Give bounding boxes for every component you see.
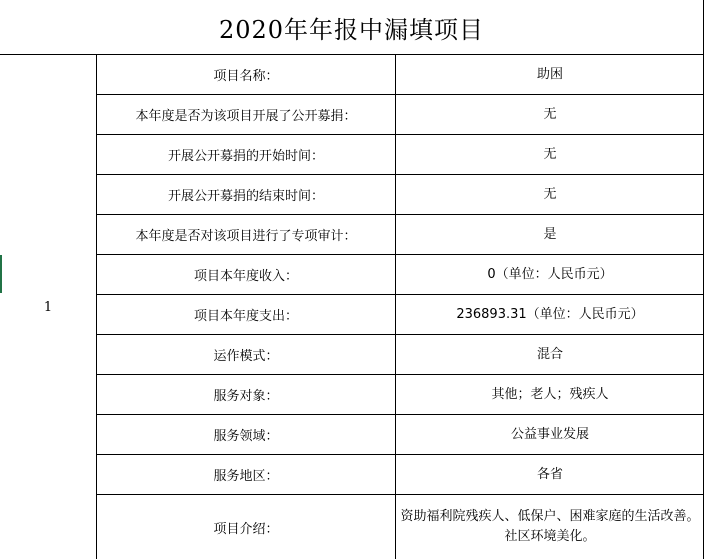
field-label[interactable]: 本年度是否为该项目开展了公开募捐： [97,95,396,134]
field-value[interactable]: 无 [543,186,557,202]
field-value[interactable]: 无 [543,106,557,122]
table-row [97,455,704,495]
field-label[interactable]: 开展公开募捐的结束时间： [97,175,396,214]
row-index-number: 1 [43,299,53,315]
field-value[interactable]: 混合 [536,346,563,362]
table-row [97,215,704,255]
field-value[interactable]: 是 [543,226,557,242]
field-value[interactable]: 助困 [536,66,563,82]
field-value[interactable]: 资助福利院残疾人、低保户、困难家庭的生活改善。社区环境美化。 [400,509,700,544]
table-row [97,175,704,215]
table-row [97,55,704,95]
field-label[interactable]: 服务对象： [97,375,396,414]
table-row [97,255,704,295]
table-row [97,495,704,559]
field-value[interactable]: 236893.31（单位：人民币元） [456,306,644,322]
table-row [97,415,704,455]
field-label[interactable]: 服务地区： [97,455,396,494]
table-row [97,295,704,335]
table-row [97,335,704,375]
page-title: 2020年年报中漏填项目 [0,0,703,55]
row-index-cell[interactable] [0,55,97,559]
field-label[interactable]: 本年度是否对该项目进行了专项审计： [97,215,396,254]
field-label[interactable]: 项目名称： [97,55,396,94]
project-details-table [97,55,704,559]
field-value[interactable]: 无 [543,146,557,162]
field-label[interactable]: 开展公开募捐的开始时间： [97,135,396,174]
field-label[interactable]: 服务领域： [97,415,396,454]
selection-marker [0,255,2,293]
field-value[interactable]: 各省 [536,466,563,482]
field-label[interactable]: 运作模式： [97,335,396,374]
field-label[interactable]: 项目本年度支出： [97,295,396,334]
field-value[interactable]: 公益事业发展 [510,426,589,442]
table-row [97,135,704,175]
field-value[interactable]: 其他；老人；残疾人 [491,386,609,402]
table-row [97,95,704,135]
field-label[interactable]: 项目介绍： [97,495,396,559]
field-value[interactable]: 0（单位：人民币元） [487,266,613,282]
table-row [97,375,704,415]
field-label[interactable]: 项目本年度收入： [97,255,396,294]
